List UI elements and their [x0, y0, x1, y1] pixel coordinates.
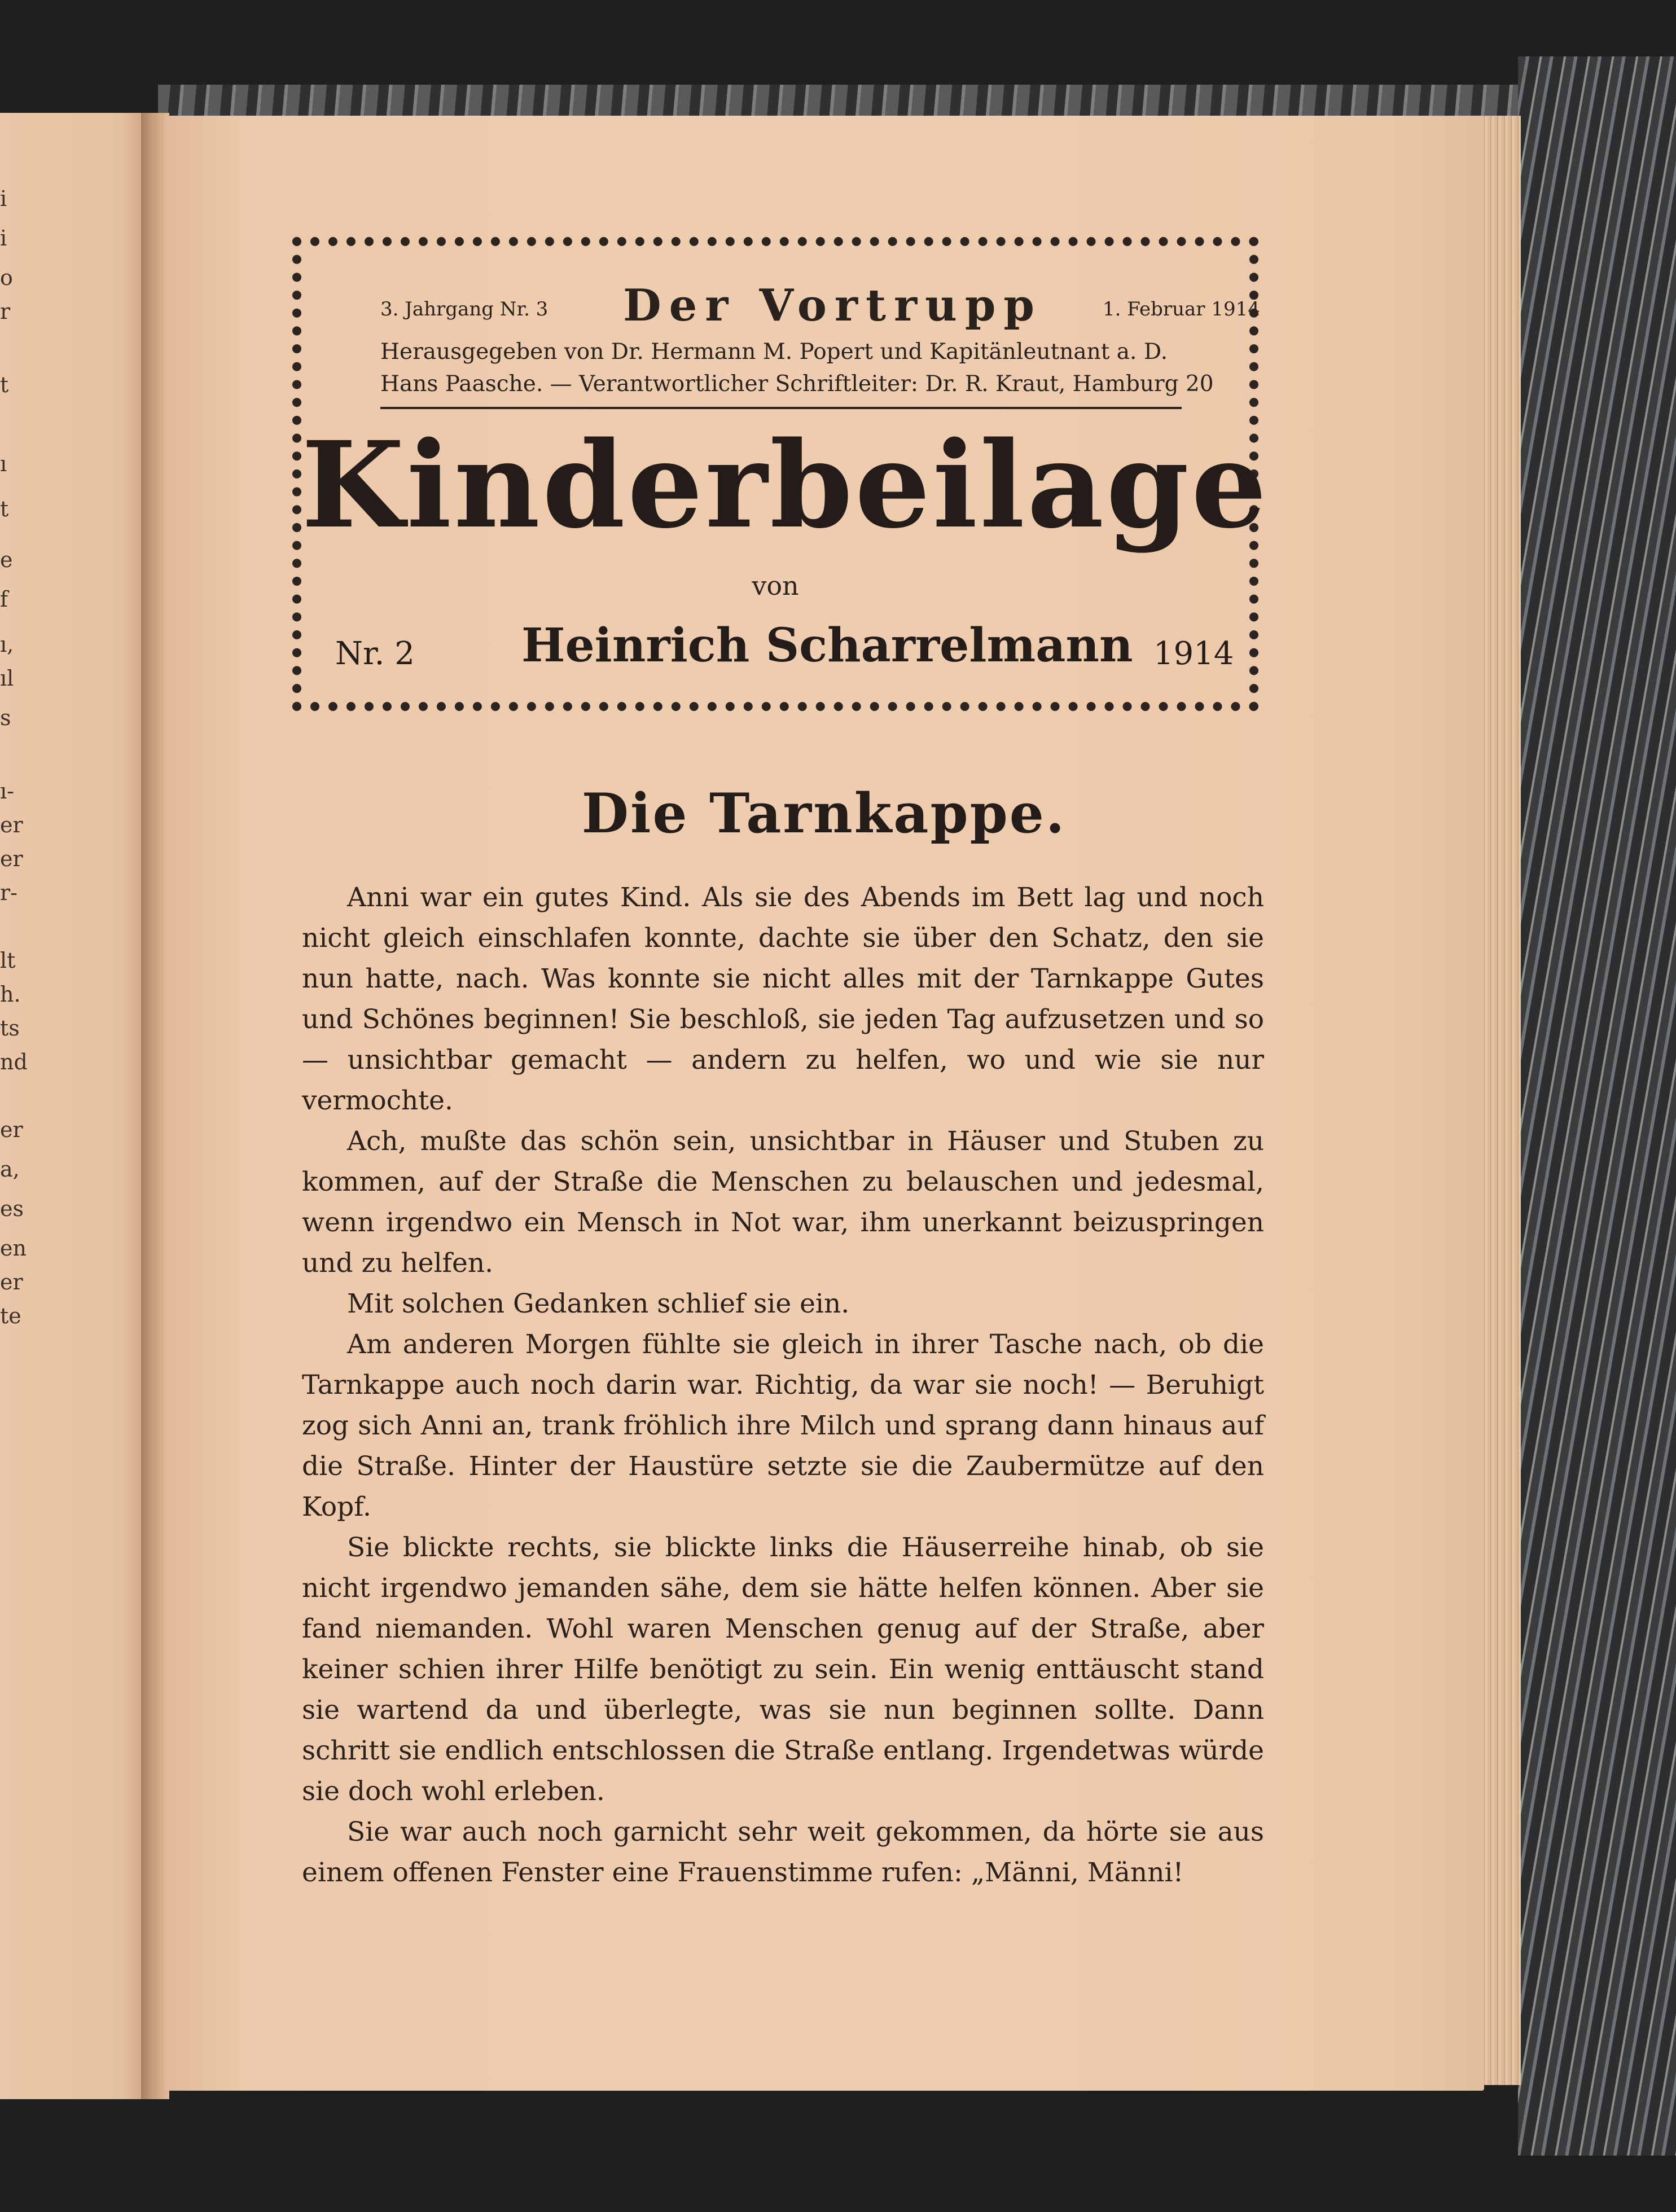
journal-title: Der Vortrupp — [623, 280, 1042, 331]
paragraph: Sie blickte rechts, sie blickte links die Häuserreihe hinab, ob sie nicht irgendwo jemanden sähe, dem sie hätte helfen können. Aber sie fand niemanden. Wohl waren Menschen genug auf der Straße, aber keiner schien ihrer Hilfe benötigt zu sein. Ein wenig enttäuscht stand sie wartend da und überlegte, was sie nun beginnen sollte. Dann schritt sie endlich entschlossen die Straße entlang. Irgendetwas würde sie doch wohl erleben. — [302, 1532, 1264, 1807]
author-name: Heinrich Scharrelmann — [521, 618, 1133, 673]
left-page-fragment: a, — [0, 1157, 20, 1182]
editors-line-2: Hans Paasche. — Verantwortlicher Schriftleiter: Dr. R. Kraut, Hamburg 20 — [380, 371, 1214, 397]
issue-date: 1. Februar 1914 — [1103, 298, 1260, 321]
left-page-fragment: nd — [0, 1050, 28, 1074]
left-page-fragment: ıl — [0, 666, 14, 691]
paragraph: Am anderen Morgen fühlte sie gleich in ihrer Tasche nach, ob die Tarnkappe auch noch darin war. Richtig, da war sie noch! — Beruhigt zog sich Anni an, trank fröhlich ihre Milch und sprang dann hinaus auf die Straße. Hinter der Haustüre setzte sie die Zaubermütze auf den Kopf. — [302, 1329, 1264, 1522]
left-page-fragment: t — [0, 497, 9, 521]
paragraph: Anni war ein gutes Kind. Als sie des Abends im Bett lag und noch nicht gleich einschlafen konnte, dachte sie über den Schatz, den sie nun hatte, nach. Was konnte sie nicht alles mit der Tarnkappe Gutes und Schönes beginnen! Sie beschloß, sie jeden Tag aufzusetzen und so — unsichtbar gemacht — andern zu helfen, wo und wie sie nur vermochte. — [302, 882, 1264, 1116]
left-page-fragment: f — [0, 587, 8, 612]
left-page-fragment: te — [0, 1304, 21, 1328]
masthead-row — [358, 280, 1260, 331]
supplement-title: Kinderbeilage — [301, 415, 1269, 555]
left-page-fragment: t — [0, 372, 9, 397]
left-page-fragment: h. — [0, 982, 21, 1007]
issue-year: 1914 — [1153, 635, 1234, 672]
left-page-fragment: r- — [0, 880, 18, 905]
left-page-fragment: ı- — [0, 779, 14, 804]
left-page — [0, 113, 150, 2099]
left-page-fragment: o — [0, 265, 13, 290]
editors-line-1: Herausgegeben von Dr. Hermann M. Popert und Kapitänleutnant a. D. — [380, 339, 1168, 365]
left-page-fragment: i — [0, 186, 7, 211]
by-label: von — [752, 570, 799, 601]
left-page-fragment: ts — [0, 1016, 20, 1041]
left-page-fragment: r — [0, 299, 11, 324]
left-page-fragment: lt — [0, 948, 16, 973]
left-page-fragment: es — [0, 1196, 24, 1221]
paragraph: Ach, mußte das schön sein, unsichtbar in Häuser und Stuben zu kommen, auf der Straße die Menschen zu belauschen und jedesmal, wenn irgendwo ein Mensch in Not war, ihm unerkannt beizuspringen und zu helfen. — [302, 1126, 1264, 1279]
left-page-fragment: e — [0, 547, 13, 572]
left-page-fragment: en — [0, 1236, 27, 1261]
left-page-fragment: er — [0, 813, 23, 837]
issue-number: Nr. 2 — [335, 635, 415, 672]
story-body — [302, 877, 1264, 1893]
story-title: Die Tarnkappe. — [581, 782, 1067, 845]
author-row — [335, 618, 1234, 681]
paragraph: Mit solchen Gedanken schlief sie ein. — [347, 1288, 850, 1319]
left-page-fragment: i — [0, 226, 7, 251]
paragraph: Sie war auch noch garnicht sehr weit gekommen, da hörte sie aus einem offenen Fenster eine Frauenstimme rufen: „Männi, Männi! — [302, 1816, 1264, 1888]
left-page-fragment: er — [0, 1117, 23, 1142]
left-page-fragment: ı — [0, 451, 7, 476]
header-frame — [292, 237, 1269, 711]
left-page-fragment: ı, — [0, 632, 14, 657]
left-page-fragment: s — [0, 705, 11, 730]
left-page-fragment: er — [0, 846, 23, 871]
book-cover-marbled — [1518, 56, 1676, 2156]
header-rule — [380, 407, 1182, 409]
left-page-fragment: er — [0, 1270, 23, 1294]
volume-label: 3. Jahrgang Nr. 3 — [380, 298, 549, 321]
